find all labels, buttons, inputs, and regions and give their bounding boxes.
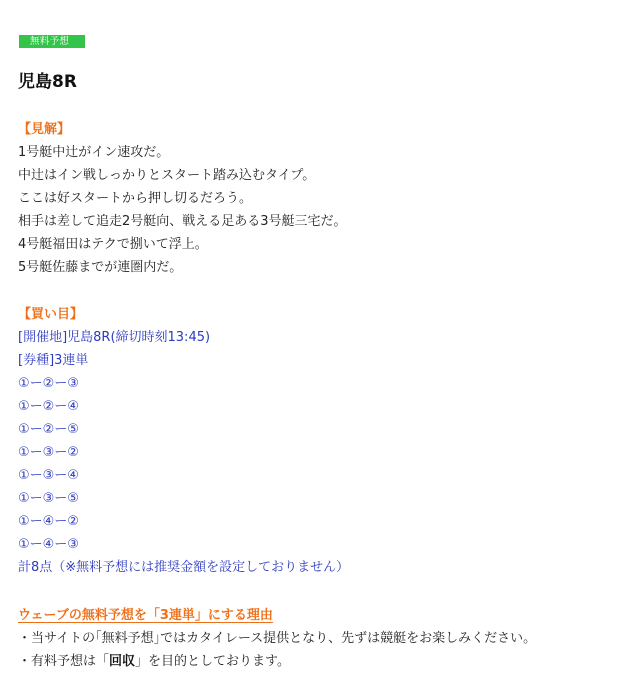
analysis-line: ここは好スタートから押し切るだろう。 (18, 191, 253, 206)
reason-suffix: 」を目的としております。 (135, 654, 290, 669)
combo-line: ①ー②ー⑤ (18, 422, 79, 437)
combo-line: ①ー②ー③ (18, 376, 79, 391)
analysis-line: 4号艇福田はテクで捌いて浮上。 (18, 237, 208, 252)
reason-line (18, 650, 536, 673)
race-title: 児島8R (18, 72, 77, 92)
venue-line: [開催地]児島8R(締切時刻13:45) (18, 330, 211, 345)
reason-line: ・当サイトの｢無料予想｣ではカタイレース提供となり、先ずは競艇をお楽しみください。 (18, 631, 537, 646)
picks-heading: 【買い目】 (18, 307, 84, 322)
combo-line: ①ー③ー④ (18, 468, 79, 483)
combo-line: ①ー②ー④ (18, 399, 79, 414)
analysis-section (18, 118, 347, 279)
analysis-line: 5号艇佐藤までが連圏内だ。 (18, 260, 183, 275)
combo-line: ①ー③ー② (18, 445, 79, 460)
analysis-line: 1号艇中辻がイン速攻だ。 (18, 145, 170, 160)
analysis-heading: 【見解】 (18, 122, 71, 137)
picks-section (18, 303, 349, 579)
reason-prefix: ・有料予想は「 (18, 654, 110, 669)
combo-line: ①ー③ー⑤ (18, 491, 79, 506)
bet-type-line: [券種]3連単 (18, 353, 89, 368)
free-prediction-badge: 無料予想 (19, 35, 85, 48)
reason-heading: ウェーブの無料予想を「3連単」にする理由 (18, 608, 273, 623)
analysis-line: 中辻はイン戦しっかりとスタート踏み込むタイプ。 (18, 168, 316, 183)
reason-bold-word: 回収 (109, 654, 136, 669)
reason-section (18, 604, 536, 673)
analysis-line: 相手は差して追走2号艇向、戦える足ある3号艇三宅だ。 (18, 214, 347, 229)
total-line: 計8点（※無料予想には推奨金額を設定しておりません） (18, 560, 350, 575)
combo-line: ①ー④ー③ (18, 537, 79, 552)
combo-line: ①ー④ー② (18, 514, 79, 529)
